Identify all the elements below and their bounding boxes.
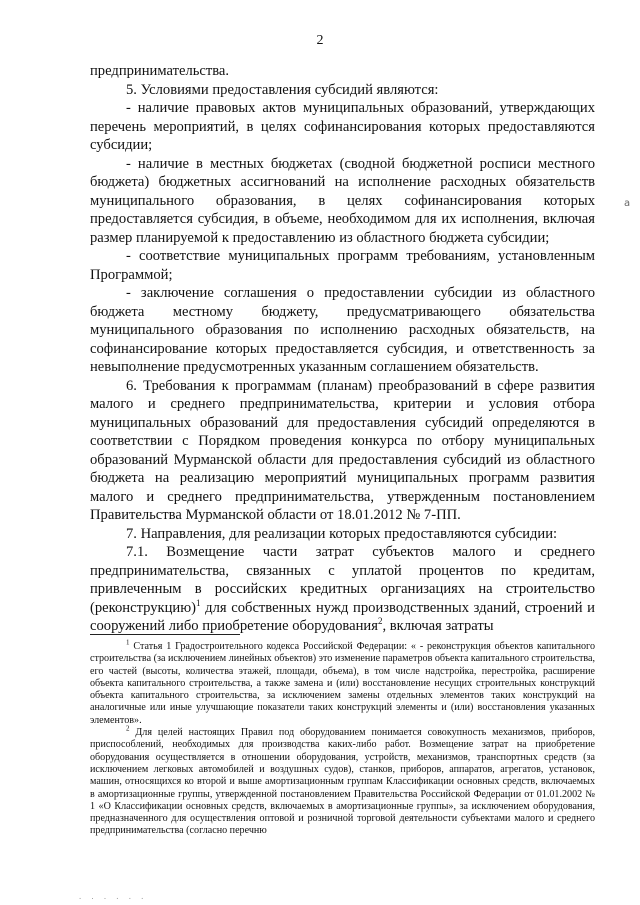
footnote-1: [90, 638, 595, 727]
paragraph-5-item-1: - наличие правовых актов муниципальных образований, утверждающих перечень мероприятий, в целях софинансирования которых предоставляются субсидии;: [90, 100, 595, 153]
paragraph-7-1-text: 7.1. Возмещение части затрат субъектов малого и среднего предпринимательства, связанных с уплатой процентов по кредитам, привлеченным в российских кредитных организациях на строительство (реконструкцию): [90, 544, 595, 616]
paragraph-7-1-text: , включая затраты: [382, 618, 494, 634]
paragraph-5-heading: 5. Условиями предоставления субсидий являются:: [126, 81, 439, 98]
document-body: [90, 62, 595, 636]
paragraph-5-item-4: - заключение соглашения о предоставлении субсидии из областного бюджета местному бюджету, предусматривающего обязательства муниципального образования по исполнению расходных обязательств, на софинансирование которых предоставляется субсидия, и ответственность за невыполнение предусмотренных указанным соглашением обязательств.: [90, 285, 595, 375]
footnote-2: [90, 724, 595, 838]
paragraph-7: 7. Направления, для реализации которых предоставляются субсидии:: [126, 525, 558, 542]
paragraph-5-item-2: - наличие в местных бюджетах (сводной бюджетной росписи местного бюджета) бюджетных ассигнований на исполнение расходных обязательств муниципального образования, в целях софинансирования которых предоставляется субсидия, в объеме, необходимом для их исполнения, включая размер планируемой к предоставлению из областного бюджета субсидии;: [90, 155, 595, 246]
paragraph-7-1: [90, 543, 595, 636]
scan-dots: . . . . . .: [78, 893, 147, 901]
paragraph-7-1-text: для собственных нужд производственных зданий, строений и сооружений либо приобретение оборудования: [90, 599, 595, 634]
footnote-separator: [90, 634, 240, 635]
paragraph-6: 6. Требования к программам (планам) преобразований в сфере развития малого и среднего предпринимательства, критерии и условия отбора муниципальных образований для предоставления субсидий определяются в соответствии с Порядком проведения конкурса по отбору муниципальных образований Мурманской области для предоставления субсидий из областного бюджета на реализацию мероприятий муниципальных программ развития малого и среднего предпринимательства, утвержденным постановлением Правительства Мурманской области от 18.01.2012 № 7-ПП.: [90, 377, 595, 523]
page-number: 2: [316, 33, 324, 48]
margin-mark: а: [624, 198, 631, 209]
paragraph-continuation: предпринимательства.: [90, 63, 230, 79]
footnote-text: Статья 1 Градостроительного кодекса Российской Федерации: « - реконструкция объектов капитального строительства (за исключением линейных объектов) это изменение параметров объекта капитального строительства, его частей (высоты, количества этажей, площади, объема), в том числе надстройка, перестройка, расширение объекта капитального строительства, а также замена и (или) восстановление несущих строительных конструкций объекта капитального строительства, за исключением замены отдельных элементов таких конструкций на аналогичные или иные улучшающие показатели таких конструкций элементы и (или) восстановления указанных элементов».: [90, 641, 595, 726]
footnote-ref-1[interactable]: 1: [196, 597, 201, 608]
footnote-mark: 2: [126, 724, 130, 733]
footnote-ref-2[interactable]: 2: [377, 616, 383, 627]
paragraph-5-item-3: - соответствие муниципальных программ требованиям, установленным Программой;: [90, 248, 595, 283]
footnote-mark: 1: [126, 638, 130, 647]
footnote-text: Для целей настоящих Правил под оборудованием понимается совокупность механизмов, приборов, приспособлений, необходимых для производства каких-либо работ. Возмещение затрат на приобретение оборудования осуществляется в отношении оборудования, устройств, механизмов, транспортных средств (за исключением легковых автомобилей и воздушных судов), станков, приборов, аппаратов, агрегатов, установок, машин, относящихся ко второй и выше амортизационным группам Классификации основных средств, включаемых в амортизационные группы, утвержденной постановлением Правительства Российской Федерации от 01.01.2002 № 1 «О Классификации основных средств, включаемых в амортизационные группы», за исключением оборудования, предназначенного для осуществления оптовой и розничной торговой деятельности субъектами малого и среднего предпринимательства (согласно перечню: [90, 727, 595, 837]
footnotes: [90, 638, 595, 838]
